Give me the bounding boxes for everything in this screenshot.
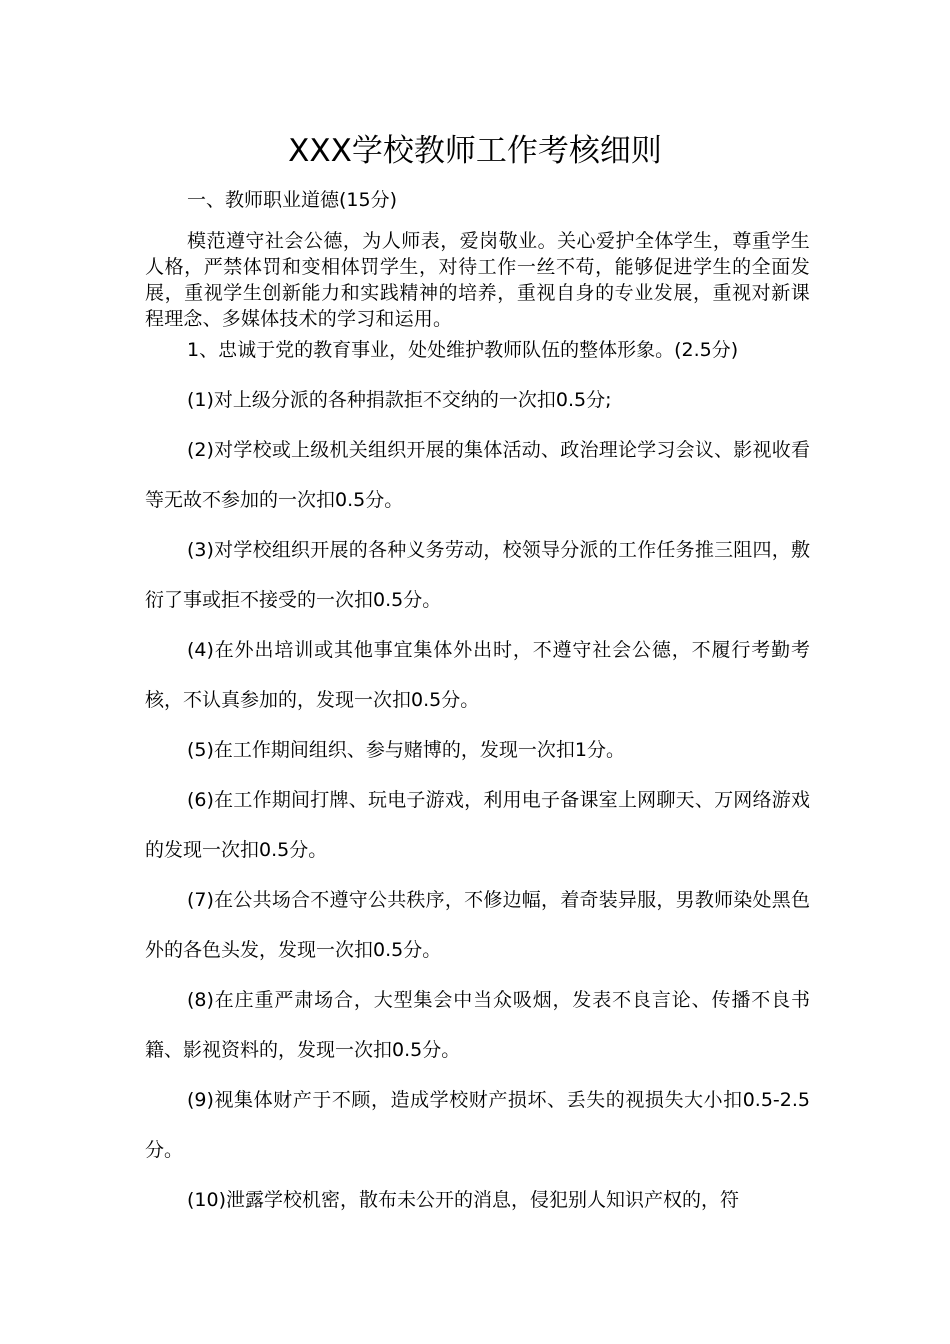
rule-item: (9)视集体财产于不顾，造成学校财产损坏、丢失的视损失大小扣0.5-2.5分。: [145, 1089, 810, 1161]
rule-item: (4)在外出培训或其他事宜集体外出时，不遵守社会公德，不履行考勤考核，不认真参加的，发现一次扣0.5分。: [145, 639, 810, 711]
intro-paragraph: [145, 228, 810, 332]
document-title: XXX学校教师工作考核细则: [288, 133, 662, 169]
intro-text: 模范遵守社会公德，为人师表，爱岗敬业。关心爱护全体学生，尊重学生人格，严禁体罚和变相体罚学生，对待工作一丝不苟，能够促进学生的全面发展，重视学生创新能力和实践精神的培养，重视自身的专业发展，重视对新课程理念、多媒体技术的学习和运用。: [145, 230, 810, 330]
rule-item: (2)对学校或上级机关组织开展的集体活动、政治理论学习会议、影视收看等无故不参加的一次扣0.5分。: [145, 439, 810, 511]
rule-item: (8)在庄重严肃场合，大型集会中当众吸烟，发表不良言论、传播不良书籍、影视资料的，发现一次扣0.5分。: [145, 989, 810, 1061]
rule-item: (1)对上级分派的各种捐款拒不交纳的一次扣0.5分;: [187, 389, 612, 411]
rule-item: (5)在工作期间组织、参与赌博的，发现一次扣1分。: [187, 739, 626, 761]
rules-list: [145, 325, 810, 1225]
rule-item: (6)在工作期间打牌、玩电子游戏，利用电子备课室上网聊天、万网络游戏的发现一次扣0.5分。: [145, 789, 810, 861]
rule-item: (7)在公共场合不遵守公共秩序，不修边幅，着奇装异服，男教师染处黑色外的各色头发，发现一次扣0.5分。: [145, 889, 810, 961]
rule-item: (3)对学校组织开展的各种义务劳动，校领导分派的工作任务推三阻四，敷衍了事或拒不接受的一次扣0.5分。: [145, 539, 810, 611]
rule-item: 1、忠诚于党的教育事业，处处维护教师队伍的整体形象。(2.5分): [187, 339, 739, 361]
rule-item: (10)泄露学校机密，散布未公开的消息，侵犯别人知识产权的，符: [187, 1189, 740, 1211]
section-heading: 一、教师职业道德(15分): [187, 189, 398, 211]
